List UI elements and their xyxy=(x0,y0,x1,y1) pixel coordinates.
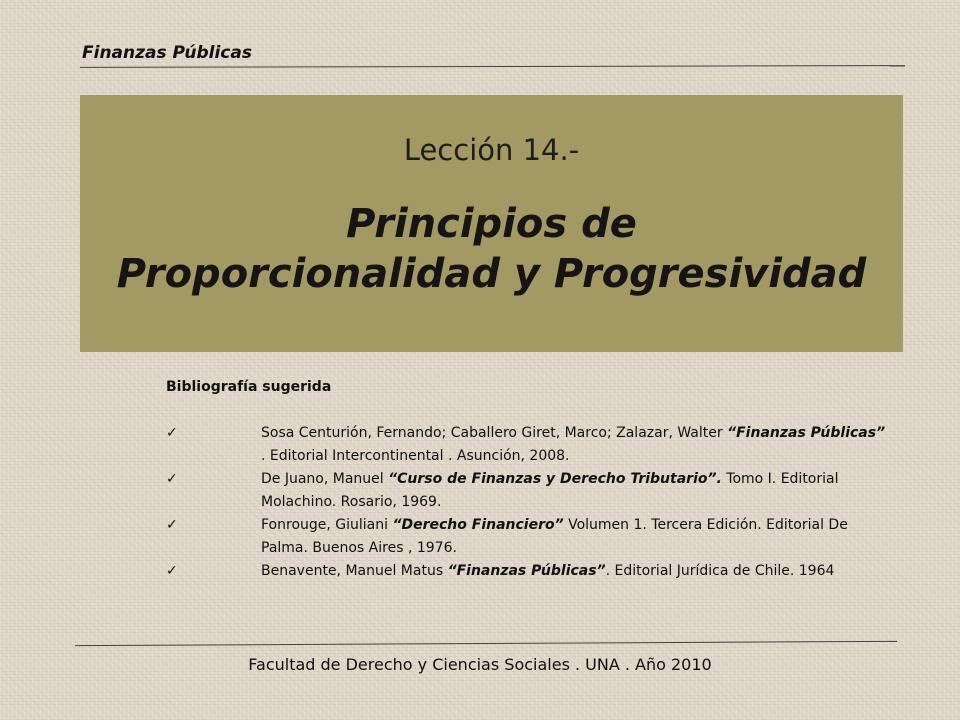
checkmark-icon: ✓ xyxy=(166,517,178,533)
bibliography-item xyxy=(166,468,886,514)
lesson-title-line-2: Proporcionalidad y Progresividad xyxy=(116,251,867,297)
title-box xyxy=(80,95,903,352)
checkmark-icon: ✓ xyxy=(166,563,178,579)
bibliography-item xyxy=(166,422,886,468)
bibliography-heading: Bibliografía sugerida xyxy=(166,379,332,395)
bibliography-item xyxy=(166,560,886,583)
bib-publication: Volumen 1. Tercera Edición. Editorial De Palma. Buenos Aires , 1976. xyxy=(261,517,848,556)
bib-authors: Sosa Centurión, Fernando; Caballero Giret, Marco; Zalazar, Walter xyxy=(261,425,728,441)
checkmark-icon: ✓ xyxy=(166,471,178,487)
bib-book-title: “Derecho Financiero” xyxy=(392,517,564,533)
checkmark-icon: ✓ xyxy=(166,425,178,441)
lesson-title-line-1: Principios de xyxy=(346,201,637,247)
bib-book-title: “Curso de Finanzas y Derecho Tributario”. xyxy=(388,471,722,487)
slide-header-title: Finanzas Públicas xyxy=(82,43,252,63)
bib-publication: . Editorial Jurídica de Chile. 1964 xyxy=(605,563,835,579)
bibliography-item xyxy=(166,514,886,560)
footer-divider xyxy=(75,641,897,646)
header-divider xyxy=(80,65,905,68)
bib-book-title: “Finanzas Públicas” xyxy=(727,425,886,441)
slide-footer: Facultad de Derecho y Ciencias Sociales . UNA . Año 2010 xyxy=(248,655,712,674)
bib-authors: De Juano, Manuel xyxy=(261,471,389,487)
bib-authors: Benavente, Manuel Matus xyxy=(261,563,448,579)
bib-authors: Fonrouge, Giuliani xyxy=(261,517,393,533)
bib-publication: . Editorial Intercontinental . Asunción, 2008. xyxy=(261,448,570,464)
lesson-title xyxy=(80,199,903,299)
bibliography-section xyxy=(166,376,886,583)
bib-publication: Tomo I. Editorial Molachino. Rosario, 1969. xyxy=(261,471,839,510)
lesson-number: Lección 14.- xyxy=(403,133,580,167)
bib-book-title: “Finanzas Públicas” xyxy=(447,563,606,579)
